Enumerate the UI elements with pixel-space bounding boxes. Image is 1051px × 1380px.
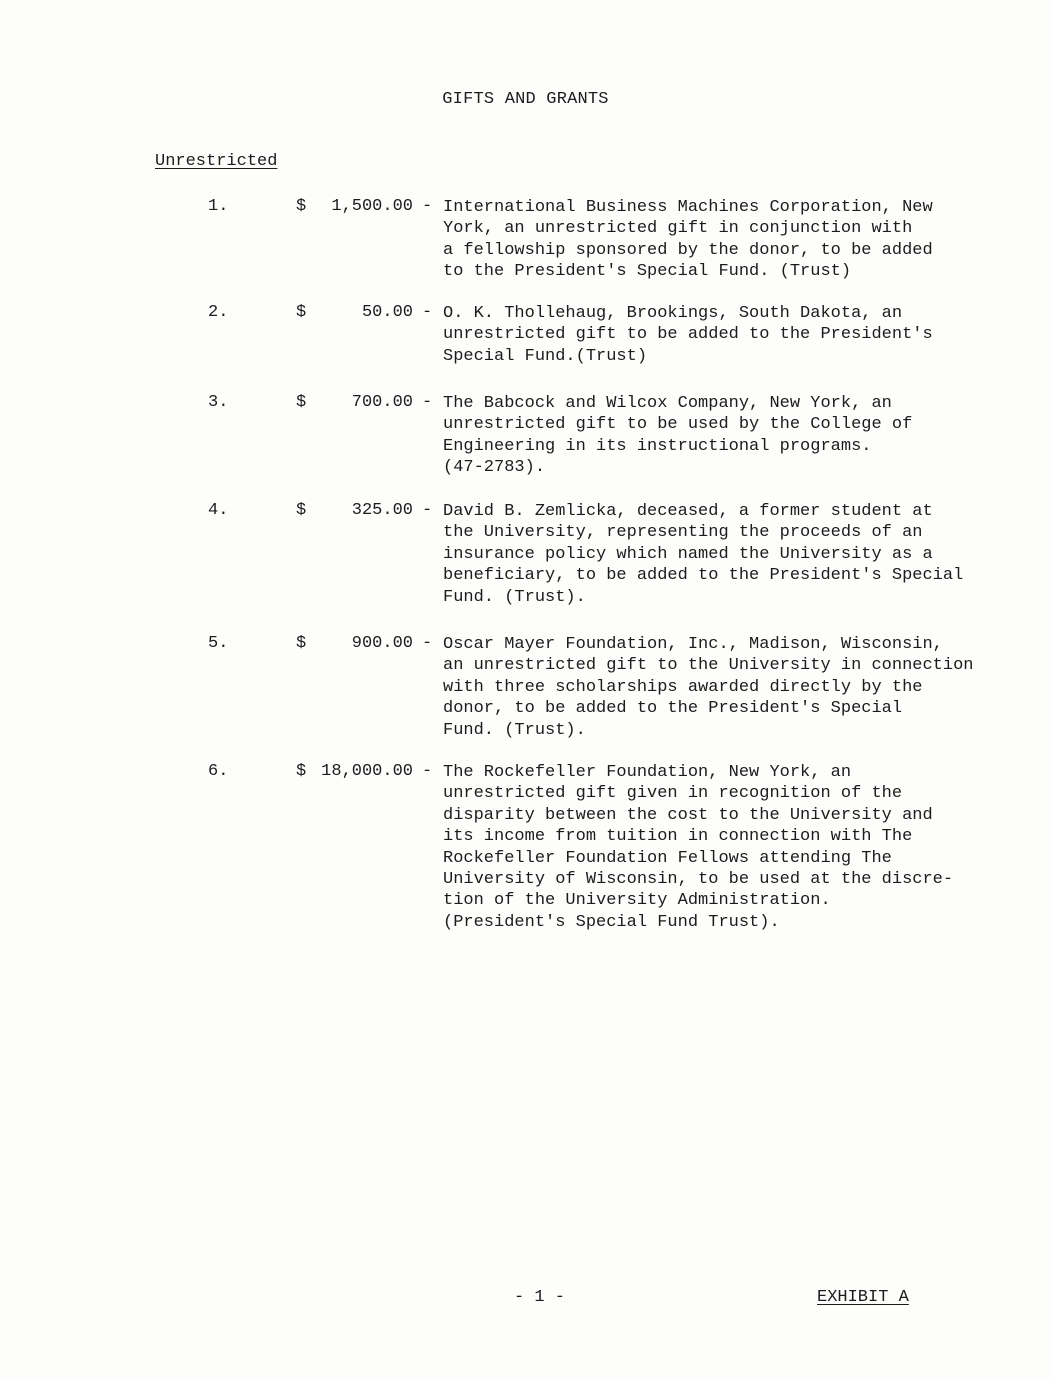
gift-description: Oscar Mayer Foundation, Inc., Madison, Wisconsin, an unrestricted gift to the University in connection with three scholarships awarded directly by the donor, to be added to the President's Special Fund. (Trust). [443,635,974,740]
currency-symbol: $ [296,197,307,216]
currency-symbol: $ [296,634,307,653]
page-number: - 1 - [514,1288,566,1307]
entry-number: 1. [208,197,229,216]
entry-number: 3. [208,393,229,412]
gift-amount: 1,500.00 [331,197,413,216]
entry-number: 5. [208,634,229,653]
entry-separator: - [422,762,433,781]
entry-separator: - [422,634,433,653]
gift-description: International Business Machines Corporation, New York, an unrestricted gift in conjunction with a fellowship sponsored by the donor, to be added to the President's Special Fund. (Trust) [443,198,933,282]
exhibit-label: EXHIBIT A [817,1288,909,1307]
entry-number: 4. [208,501,229,520]
section-heading: Unrestricted [155,152,278,171]
entry-separator: - [422,501,433,520]
gift-amount: 700.00 [351,393,413,412]
currency-symbol: $ [296,393,307,412]
gift-amount: 18,000.00 [321,762,413,781]
entry-number: 2. [208,303,229,322]
gift-amount: 50.00 [361,303,413,322]
entry-number: 6. [208,762,229,781]
currency-symbol: $ [296,762,307,781]
entry-separator: - [422,303,433,322]
gift-amount: 900.00 [351,634,413,653]
currency-symbol: $ [296,303,307,322]
gift-description: The Rockefeller Foundation, New York, an unrestricted gift given in recognition of the disparity between the cost to the University and its income from tuition in connection with The Rockefeller Foundation Fellows attending The University of Wisconsin, to be used at the discre- tion of the University Administration. (President's Special Fund Trust). [443,763,954,932]
gift-amount: 325.00 [351,501,413,520]
gift-description: The Babcock and Wilcox Company, New York, an unrestricted gift to be used by the College of Engineering in its instructional programs. (47-2783). [443,394,913,478]
entry-separator: - [422,393,433,412]
currency-symbol: $ [296,501,307,520]
page-title: GIFTS AND GRANTS [442,90,609,109]
gift-description: David B. Zemlicka, deceased, a former student at the University, representing the proceeds of an insurance policy which named the University as a beneficiary, to be added to the President's Special Fund. (Trust). [443,502,964,607]
entry-separator: - [422,197,433,216]
gift-description: O. K. Thollehaug, Brookings, South Dakota, an unrestricted gift to be added to the President's Special Fund.(Trust) [443,304,933,366]
